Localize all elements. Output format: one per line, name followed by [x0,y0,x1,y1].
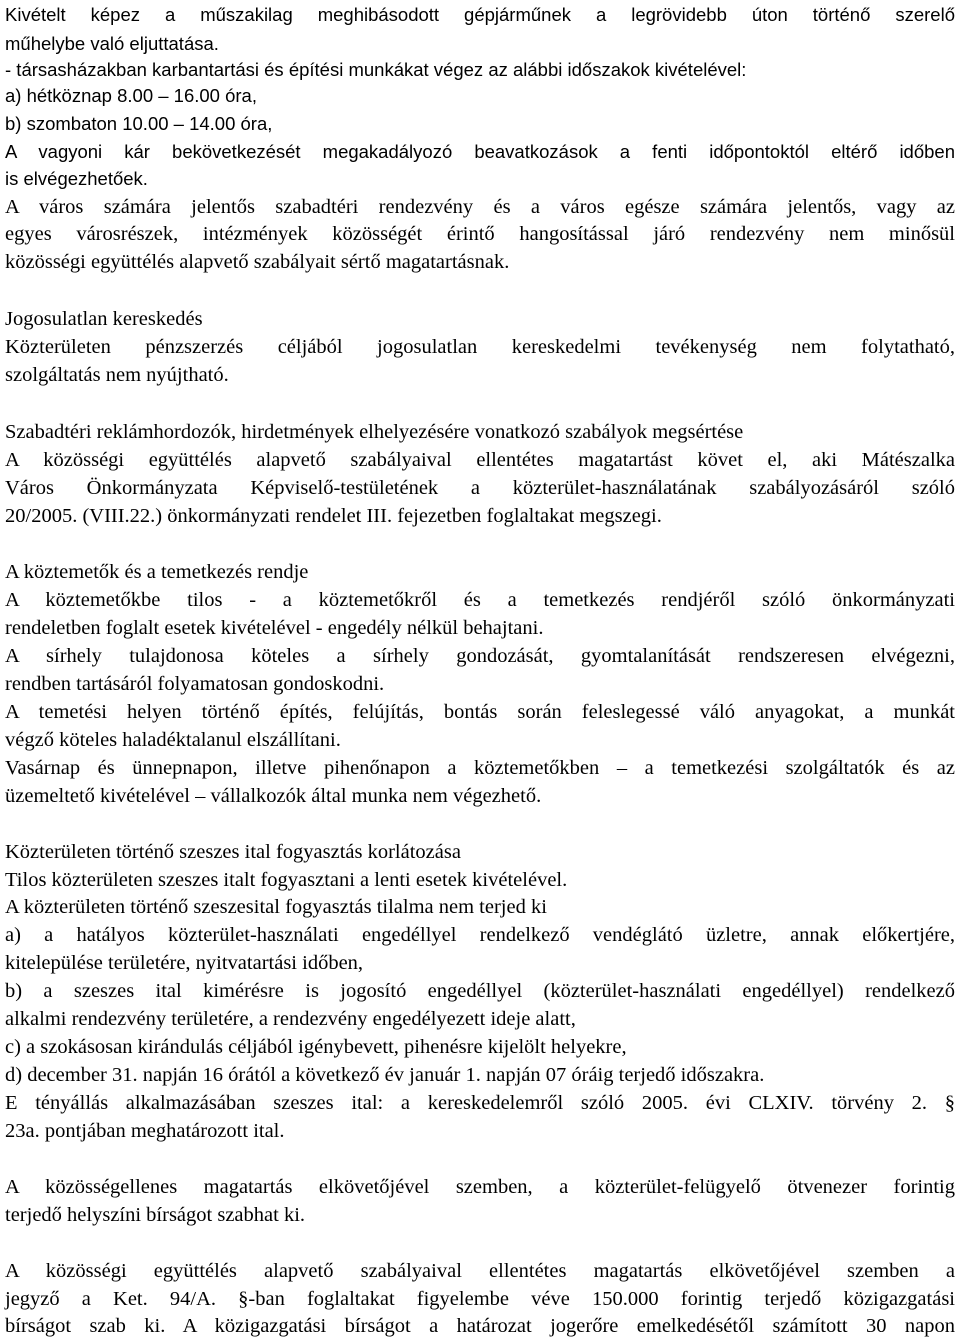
text-line: 20/2005. (VIII.22.) önkormányzati rendelet III. fejezetben foglaltakat megszegi. [5,505,662,527]
text-line: A temetési helyen történő építés, felújítás, bontás során feleslegessé váló anyagokat, a munkát [5,701,955,723]
text-line: Vasárnap és ünnepnapon, illetve pihenőnapon a köztemetőkben – a temetkezési szolgáltatók és az [5,757,955,779]
text-line: b) szombaton 10.00 – 14.00 óra, [5,113,273,134]
text-line: A sírhely tulajdonosa köteles a sírhely gondozását, gyomtalanítását rendszeresen elvégezni, [5,645,955,667]
section-heading: Szabadtéri reklámhordozók, hirdetmények elhelyezésére vonatkozó szabályok megsértése [5,421,744,443]
text-line: A közterületen történő szeszesital fogyasztás tilalma nem terjed ki [5,896,547,918]
text-line: c) a szokásosan kirándulás céljából igénybevett, pihenésre kijelölt helyekre, [5,1036,627,1058]
text-line: szolgáltatás nem nyújtható. [5,364,229,386]
section-heading: A köztemetők és a temetkezés rendje [5,561,309,583]
text-line: A köztemetőkbe tilos - a köztemetőkről és a temetkezés rendjéről szóló önkormányzati [5,589,955,611]
text-line: rendeletben foglalt esetek kivételével - engedély nélkül behajtani. [5,617,544,639]
text-line: Város Önkormányzata Képviselő-testületének a közterület-használatának szabályozásáról szóló [5,477,955,499]
text-line: d) december 31. napján 16 órától a következő év január 1. napján 07 óráig terjedő időszakra. [5,1064,765,1086]
text-line: A közösségellenes magatartás elkövetőjével szemben, a közterület-felügyelő ötvenezer forintig [5,1176,955,1198]
text-line: Tilos közterületen szeszes italt fogyasztani a lenti esetek kivételével. [5,869,568,891]
text-line: A közösségi együttélés alapvető szabályaival ellentétes magatartás elkövetőjével szemben a [5,1260,955,1282]
text-line: egyes városrészek, intézmények közösségét érintő hangosítással járó rendezvény nem minősül [5,223,955,245]
text-line: Kivételt képez a műszakilag meghibásodott gépjárműnek a legrövidebb úton történő szerelő [5,4,955,25]
text-line: műhelybe való eljuttatása. [5,33,219,54]
text-line: A város számára jelentős szabadtéri rendezvény és a város egésze számára jelentős, vagy az [5,196,955,218]
text-line: közösségi együttélés alapvető szabályait sértő magatartásnak. [5,251,510,273]
text-line: A vagyoni kár bekövetkezését megakadályozó beavatkozások a fenti időpontoktól eltérő időben [5,141,955,162]
text-line: terjedő helyszíni bírságot szabhat ki. [5,1204,306,1226]
text-line: bírságot szab ki. A közigazgatási bírságot a határozat jogerőre emelkedésétől számított 30 napon [5,1315,955,1337]
text-line: is elvégezhetőek. [5,168,148,189]
text-line: alkalmi rendezvény területére, a rendezvény engedélyezett ideje alatt, [5,1008,576,1030]
text-line: üzemeltető kivételével – vállalkozók által munka nem végezhető. [5,785,542,807]
text-line: rendben tartásáról folyamatosan gondoskodni. [5,673,385,695]
text-line: 23a. pontjában meghatározott ital. [5,1120,285,1142]
text-line: végző köteles haladéktalanul elszállítani. [5,729,341,751]
text-line: kitelepülése területére, nyitvatartási időben, [5,952,364,974]
section-heading: Jogosulatlan kereskedés [5,308,203,330]
text-line: E tényállás alkalmazásában szeszes ital: a kereskedelemről szóló 2005. évi CLXIV. törvény 2. § [5,1092,955,1114]
text-line: b) a szeszes ital kimérésre is jogosító engedéllyel (közterület-használati engedéllyel) rendelkező [5,980,955,1002]
text-line: jegyző a Ket. 94/A. §-ban foglaltakat figyelembe véve 150.000 forintig terjedő közigazgatási [5,1288,955,1310]
section-heading: Közterületen történő szeszes ital fogyasztás korlátozása [5,841,461,863]
text-line: - társasházakban karbantartási és építési munkákat végez az alábbi időszakok kivételével: [5,59,747,80]
text-line: A közösségi együttélés alapvető szabályaival ellentétes magatartást követ el, aki Mátészalka [5,449,955,471]
text-line: a) hétköznap 8.00 – 16.00 óra, [5,85,257,106]
text-line: Közterületen pénzszerzés céljából jogosulatlan kereskedelmi tevékenység nem folytatható, [5,336,955,358]
text-line: a) a hatályos közterület-használati engedéllyel rendelkező vendéglátó üzletre, annak előkertjére, [5,924,955,946]
